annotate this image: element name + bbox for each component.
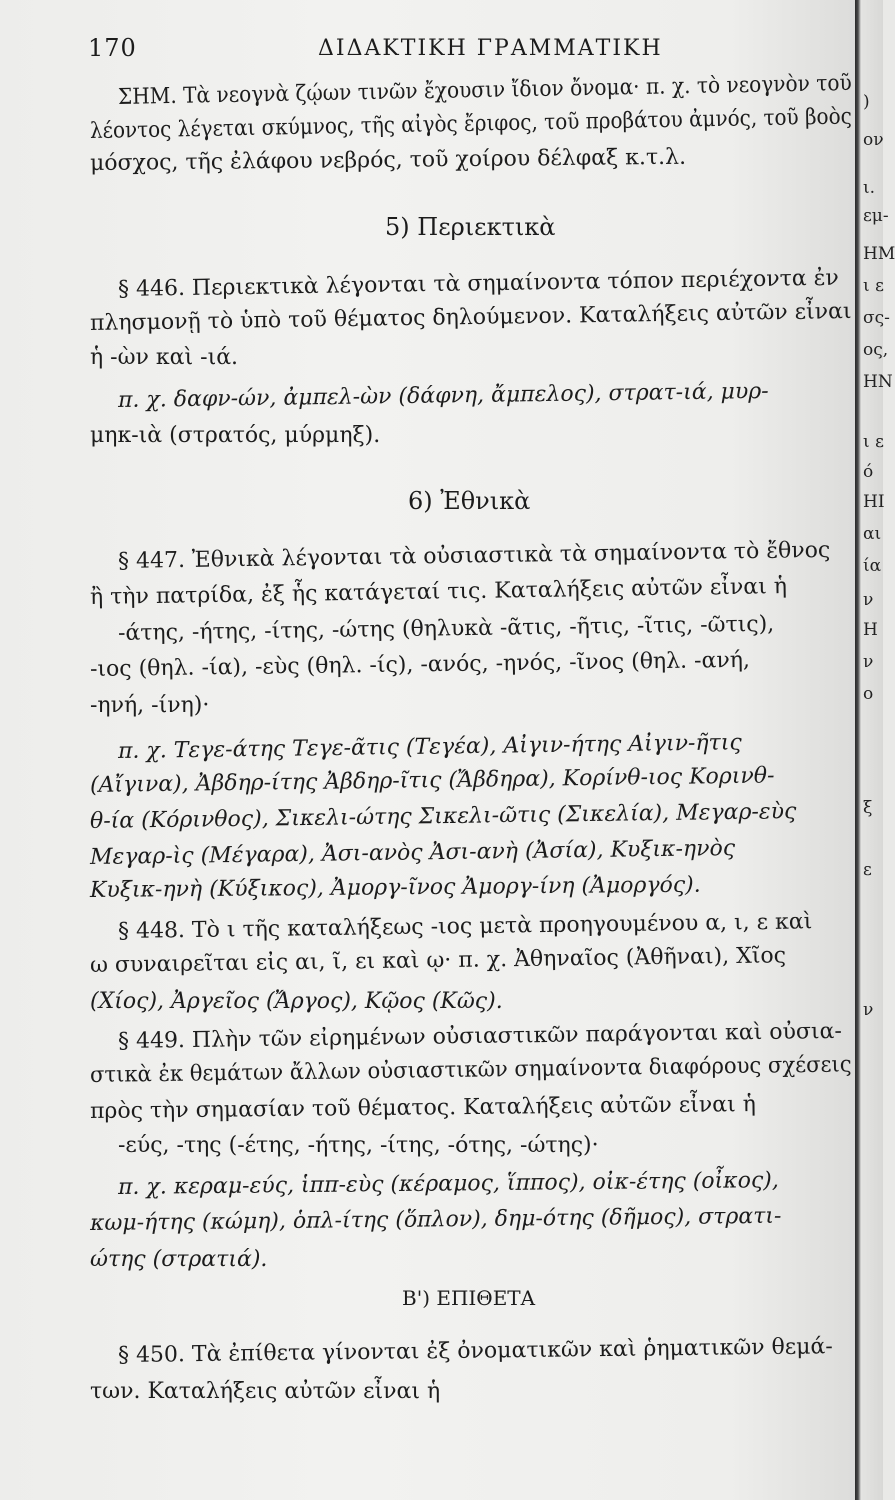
note-line-2: λέοντος λέγεται σκύμνος, τῆς αἰγὸς ἔριφος, τοῦ προβάτου ἀμνός, τοῦ βοὸς [89, 104, 853, 144]
paragraph-447-line-3: -άτης, -ήτης, -ίτης, -ώτης (θηλυκὰ -ᾶτις, -ῆτις, -ῖτις, -ῶτις), [117, 611, 775, 646]
examples-449-line-2: κωμ-ήτης (κώμη), ὁπλ-ίτης (ὅπλον), δημ-ότης (δῆμος), στρατι- [89, 1203, 782, 1236]
margin-fragment: ε [863, 860, 872, 880]
examples-449-line-1: π. χ. κεραμ-εύς, ἱππ-εὺς (κέραμος, ἵππος), οἰκ-έτης (οἶκος), [117, 1168, 779, 1200]
running-title: ΔΙΔΑΚΤΙΚΗ ΓΡΑΜΜΑΤΙΚΗ [318, 36, 663, 61]
margin-fragment: ΗΝ [863, 372, 893, 392]
paragraph-446-line-4: π. χ. δαφν-ών, ἀμπελ-ὼν (δάφνη, ἄμπελος), στρατ-ιά, μυρ- [117, 378, 769, 413]
margin-fragment: ν [863, 1000, 874, 1020]
examples-447-line-4: Μεγαρ-ὶς (Μέγαρα), Ἀσι-ανὸς Ἀσι-ανὴ (Ἀσία), Κυξικ-ηνὸς [89, 835, 736, 870]
examples-447-line-2: (Αἴγινα), Ἀβδηρ-ίτης Ἀβδηρ-ῖτις (Ἄβδηρα), Κορίνθ-ιος Κορινθ- [89, 763, 775, 798]
margin-fragment: ν [863, 590, 874, 610]
note-line-1: ΣΗΜ. Τὰ νεογνὰ ζῴων τινῶν ἔχουσιν ἴδιον ὄνομα· π. χ. τὸ νεογνὸν τοῦ [117, 70, 852, 110]
examples-447-line-5: Κυξικ-ηνὴ (Κύξικος), Ἀμοργ-ῖνος Ἀμοργ-ίνη (Ἀμοργός). [89, 872, 701, 903]
note-line-3: μόσχος, τῆς ἐλάφου νεβρός, τοῦ χοίρου δέλφαξ κ.τ.λ. [89, 144, 687, 176]
paragraph-449-line-1: § 449. Πλὴν τῶν εἰρημένων οὐσιαστικῶν παράγονται καὶ οὐσια- [117, 1018, 843, 1054]
paragraph-447-line-4: -ιος (θηλ. -ία), -εὺς (θηλ. -ίς), -ανός, -ηνός, -ῖνος (θηλ. -ανή, [89, 647, 751, 682]
paragraph-447-line-5: -ηνή, -ίνη)· [90, 693, 210, 718]
paragraph-447-line-2: ἢ τὴν πατρίδα, ἐξ ἧς κατάγεταί τις. Καταλήξεις αὐτῶν εἶναι ἡ [89, 574, 788, 610]
page-number: 170 [88, 34, 137, 62]
paragraph-446-line-3: ἡ -ὼν καὶ -ιά. [90, 345, 239, 370]
examples-447-line-1: π. χ. Τεγε-άτης Τεγε-ᾶτις (Τεγέα), Αἰγιν-ήτης Αἰγιν-ῆτις [117, 730, 742, 764]
examples-449-line-3: ώτης (στρατιά). [90, 1247, 268, 1272]
margin-fragment: ξ [863, 798, 873, 818]
margin-fragment: ο [863, 684, 874, 704]
section-heading-6: 6) Ἐθνικὰ [408, 487, 531, 515]
examples-447-line-3: θ-ία (Κόρινθος), Σικελι-ώτης Σικελι-ῶτις (Σικελία), Μεγαρ-εὺς [89, 799, 797, 834]
paragraph-449-line-2: στικὰ ἐκ θεμάτων ἄλλων οὐσιαστικῶν σημαίνοντα διαφόρους σχέσεις [89, 1052, 852, 1088]
paragraph-446-line-1: § 446. Περιεκτικὰ λέγονται τὰ σημαίνοντα τόπον περιέχοντα ἐν [117, 265, 839, 302]
margin-fragment: ό [863, 462, 874, 482]
paragraph-446-line-5: μηκ-ιὰ (στρατός, μύρμηξ). [90, 423, 381, 448]
margin-fragment: ία [863, 556, 882, 576]
paragraph-446-line-2: πλησμονῇ τὸ ὑπὸ τοῦ θέματος δηλούμενον. Καταλήξεις αὐτῶν εἶναι [89, 299, 852, 336]
margin-fragment: ν [863, 652, 874, 672]
margin-fragment: ) [863, 92, 870, 112]
margin-fragment: ΗΜ [863, 244, 895, 264]
margin-fragment: αι [863, 524, 882, 544]
margin-fragment: ι ε [863, 276, 884, 296]
margin-fragment: εμ- [863, 206, 889, 226]
paragraph-450-line-2: των. Καταλήξεις αὐτῶν εἶναι ἡ [90, 1379, 441, 1404]
paragraph-448-line-2: ω συναιρεῖται εἰς αι, ῖ, ει καὶ ῳ· π. χ. Ἀθηναῖος (Ἀθῆναι), Χῖος [89, 943, 787, 978]
paragraph-447-line-1: § 447. Ἐθνικὰ λέγονται τὰ οὐσιαστικὰ τὰ σημαίνοντα τὸ ἔθνος [117, 537, 831, 574]
margin-fragment: Η [863, 620, 878, 640]
section-heading-adjectives: Β') ΕΠΙΘΕΤΑ [402, 1286, 536, 1310]
facing-page-edge [855, 0, 895, 1500]
paragraph-448-line-1: § 448. Τὸ ι τῆς καταλήξεως -ιος μετὰ προηγουμένου α, ι, ε καὶ [117, 909, 813, 944]
margin-fragment: ΗΙ [863, 492, 885, 512]
margin-fragment: ι. [863, 178, 876, 198]
page-header [0, 30, 858, 62]
paragraph-449-line-3: πρὸς τὴν σημασίαν τοῦ θέματος. Καταλήξεις αὐτῶν εἶναι ἡ [89, 1092, 756, 1124]
section-heading-5: 5) Περιεκτικὰ [385, 213, 556, 241]
margin-fragment: ον [863, 130, 884, 150]
paragraph-448-line-3: (Χίος), Ἀργεῖος (Ἄργος), Κῷος (Κῶς). [90, 989, 503, 1014]
margin-fragment: σς- [863, 308, 890, 328]
paragraph-450-line-1: § 450. Τὰ ἐπίθετα γίνονται ἐξ ὀνοματικῶν καὶ ῥηματικῶν θεμά- [117, 1334, 833, 1368]
margin-fragment: ος, [863, 340, 889, 360]
paragraph-449-line-4: -εύς, -της (-έτης, -ήτης, -ίτης, -ότης, -ώτης)· [118, 1133, 599, 1158]
margin-fragment: ι ε [863, 432, 884, 452]
